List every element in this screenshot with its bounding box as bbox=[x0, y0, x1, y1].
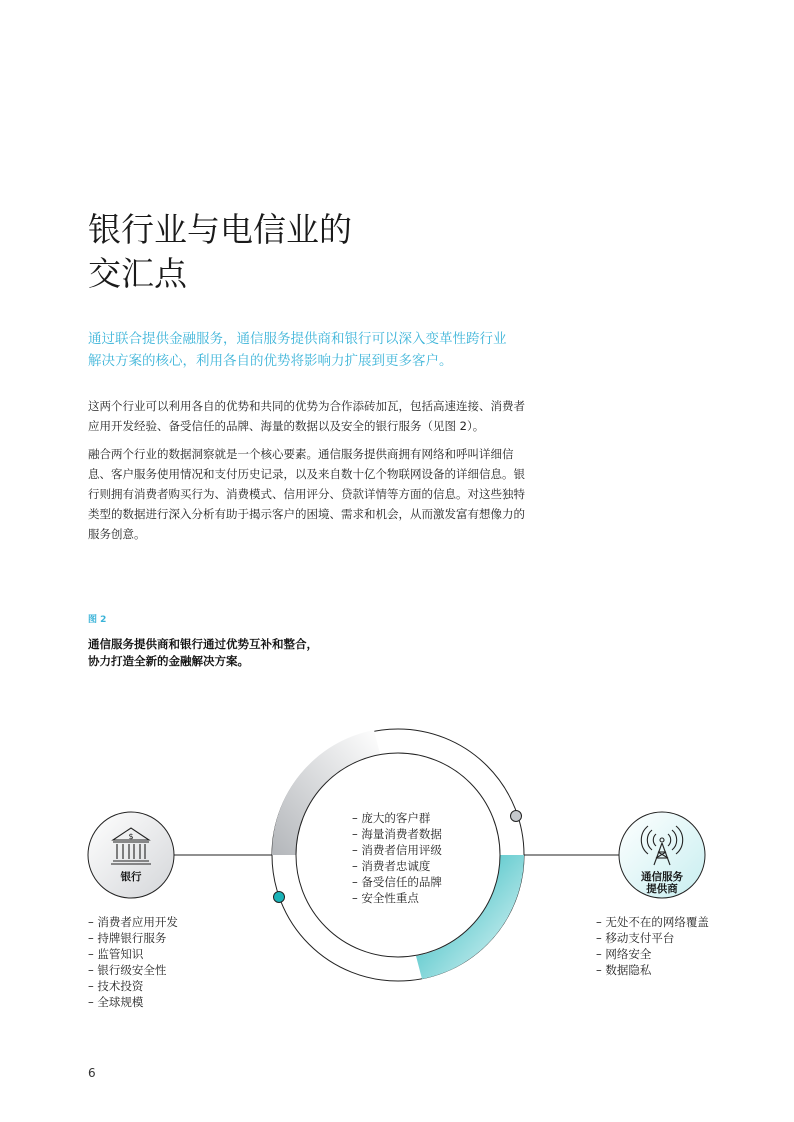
bank-strengths-list bbox=[88, 914, 178, 1010]
list-item: – 银行级安全性 bbox=[88, 963, 167, 977]
list-item: – 移动支付平台 bbox=[596, 931, 675, 945]
title-line-1: 银行业与电信业的 bbox=[88, 210, 352, 249]
telecom-strengths-list bbox=[596, 914, 709, 978]
paragraph-line: 服务创意。 bbox=[88, 527, 146, 541]
list-item: – 消费者信用评级 bbox=[352, 843, 442, 857]
figure-title bbox=[88, 636, 318, 670]
lead-paragraph bbox=[88, 328, 558, 372]
figure-label: 图 2 bbox=[88, 615, 107, 625]
teal-dot bbox=[274, 892, 285, 903]
telecom-label bbox=[632, 871, 692, 895]
paragraph-line: 这两个行业可以利用各自的优势和共同的优势为合作添砖加瓦，包括高速连接、消费者 bbox=[88, 399, 525, 413]
paragraph-line: 类型的数据进行深入分析有助于揭示客户的困境、需求和机会，从而激发富有想像力的 bbox=[88, 507, 525, 521]
list-item: – 持牌银行服务 bbox=[88, 931, 167, 945]
figure-title-line-1: 通信服务提供商和银行通过优势互补和整合， bbox=[88, 637, 318, 651]
bank-node bbox=[88, 812, 174, 898]
list-item: – 安全性重点 bbox=[352, 891, 419, 905]
gray-dot bbox=[511, 811, 522, 822]
paragraph-line: 行则拥有消费者购买行为、消费模式、信用评分、贷款详情等方面的信息。对这些独特 bbox=[88, 487, 525, 501]
body-paragraph-1 bbox=[88, 396, 558, 436]
paragraph-line: 应用开发经验、备受信任的品牌、海量的数据以及安全的银行服务（见图 2）。 bbox=[88, 419, 485, 433]
list-item: – 监管知识 bbox=[88, 947, 144, 961]
page-title bbox=[88, 208, 352, 296]
paragraph-line: 息、客户服务使用情况和支付历史记录，以及来自数十亿个物联网设备的详细信息。银 bbox=[88, 467, 525, 481]
page-number: 6 bbox=[88, 1066, 96, 1080]
list-item: – 消费者应用开发 bbox=[88, 915, 178, 929]
svg-text:$: $ bbox=[128, 832, 134, 841]
list-item: – 数据隐私 bbox=[596, 963, 652, 977]
list-item: – 全球规模 bbox=[88, 995, 144, 1009]
title-line-2: 交汇点 bbox=[88, 254, 187, 293]
paragraph-line: 融合两个行业的数据洞察就是一个核心要素。通信服务提供商拥有网络和呼叫详细信 bbox=[88, 447, 514, 461]
figure-title-line-2: 协力打造全新的金融解决方案。 bbox=[88, 654, 249, 668]
list-item: – 网络安全 bbox=[596, 947, 652, 961]
lead-line-2: 解决方案的核心，利用各自的优势将影响力扩展到更多客户。 bbox=[88, 353, 453, 369]
telecom-label-line-2: 提供商 bbox=[646, 883, 678, 895]
lead-line-1: 通过联合提供金融服务，通信服务提供商和银行可以深入变革性跨行业 bbox=[88, 331, 507, 347]
list-item: – 庞大的客户群 bbox=[352, 811, 431, 825]
body-paragraph-2 bbox=[88, 444, 558, 544]
list-item: – 无处不在的网络覆盖 bbox=[596, 915, 709, 929]
list-item: – 消费者忠诚度 bbox=[352, 859, 431, 873]
telecom-label-line-1: 通信服务 bbox=[641, 871, 683, 883]
list-item: – 备受信任的品牌 bbox=[352, 875, 442, 889]
bank-label bbox=[111, 871, 151, 883]
shared-strengths-list bbox=[352, 810, 442, 906]
list-item: – 海量消费者数据 bbox=[352, 827, 442, 841]
list-item: – 技术投资 bbox=[88, 979, 144, 993]
bank-label-text: 银行 bbox=[120, 871, 142, 883]
